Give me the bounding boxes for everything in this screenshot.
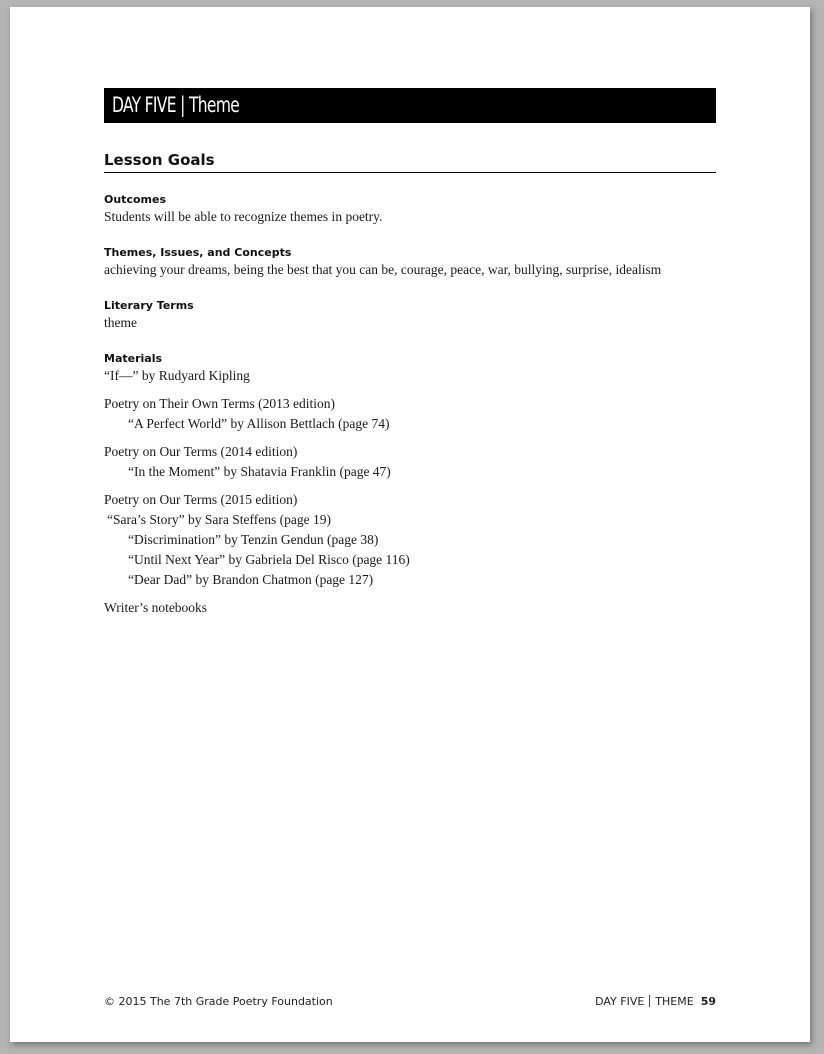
footer-section-topic: THEME	[655, 995, 694, 1008]
lesson-goals-heading: Lesson Goals	[104, 150, 716, 173]
footer-running-head	[595, 995, 716, 1009]
document-page	[10, 7, 810, 1042]
themes-text: achieving your dreams, being the best that you can be, courage, peace, war, bullying, surprise, idealism	[104, 262, 662, 277]
footer-divider	[649, 995, 650, 1007]
material-book: Poetry on Our Terms (2015 edition)	[104, 492, 298, 507]
material-poem: “In the Moment” by Shatavia Franklin (page 47)	[128, 464, 391, 479]
literary-terms-text: theme	[104, 315, 137, 330]
material-poem: “Until Next Year” by Gabriela Del Risco (page 116)	[128, 552, 410, 567]
themes-label: Themes, Issues, and Concepts	[104, 246, 292, 259]
footer-copyright: © 2015 The 7th Grade Poetry Foundation	[104, 995, 333, 1008]
themes-section	[104, 246, 724, 280]
materials-group-2015	[104, 490, 724, 590]
material-poem: “A Perfect World” by Allison Bettlach (page 74)	[128, 416, 390, 431]
material-item: “If—” by Rudyard Kipling	[104, 368, 250, 383]
outcomes-section	[104, 193, 724, 227]
materials-group-2014	[104, 442, 724, 482]
footer-section-day: DAY FIVE	[595, 995, 645, 1008]
material-poem: “Dear Dad” by Brandon Chatmon (page 127)	[128, 572, 374, 587]
literary-terms-label: Literary Terms	[104, 299, 194, 312]
day-title: DAY FIVE | Theme	[112, 93, 240, 117]
material-book: Poetry on Their Own Terms (2013 edition)	[104, 396, 336, 411]
materials-label: Materials	[104, 352, 163, 365]
materials-section	[104, 352, 724, 618]
material-book: Poetry on Our Terms (2014 edition)	[104, 444, 298, 459]
material-poem: “Discrimination” by Tenzin Gendun (page 38)	[128, 532, 379, 547]
material-poem: “Sara’s Story” by Sara Steffens (page 19)	[107, 512, 331, 527]
outcomes-label: Outcomes	[104, 193, 166, 206]
materials-group-notebooks	[104, 598, 724, 618]
materials-group-if	[104, 366, 724, 386]
outcomes-text: Students will be able to recognize themes in poetry.	[104, 209, 383, 224]
page-number: 59	[700, 995, 716, 1008]
lesson-goals-content	[104, 193, 724, 626]
day-title-banner	[104, 88, 716, 123]
literary-terms-section	[104, 299, 724, 333]
material-item: Writer’s notebooks	[104, 600, 208, 615]
materials-group-2013	[104, 394, 724, 434]
